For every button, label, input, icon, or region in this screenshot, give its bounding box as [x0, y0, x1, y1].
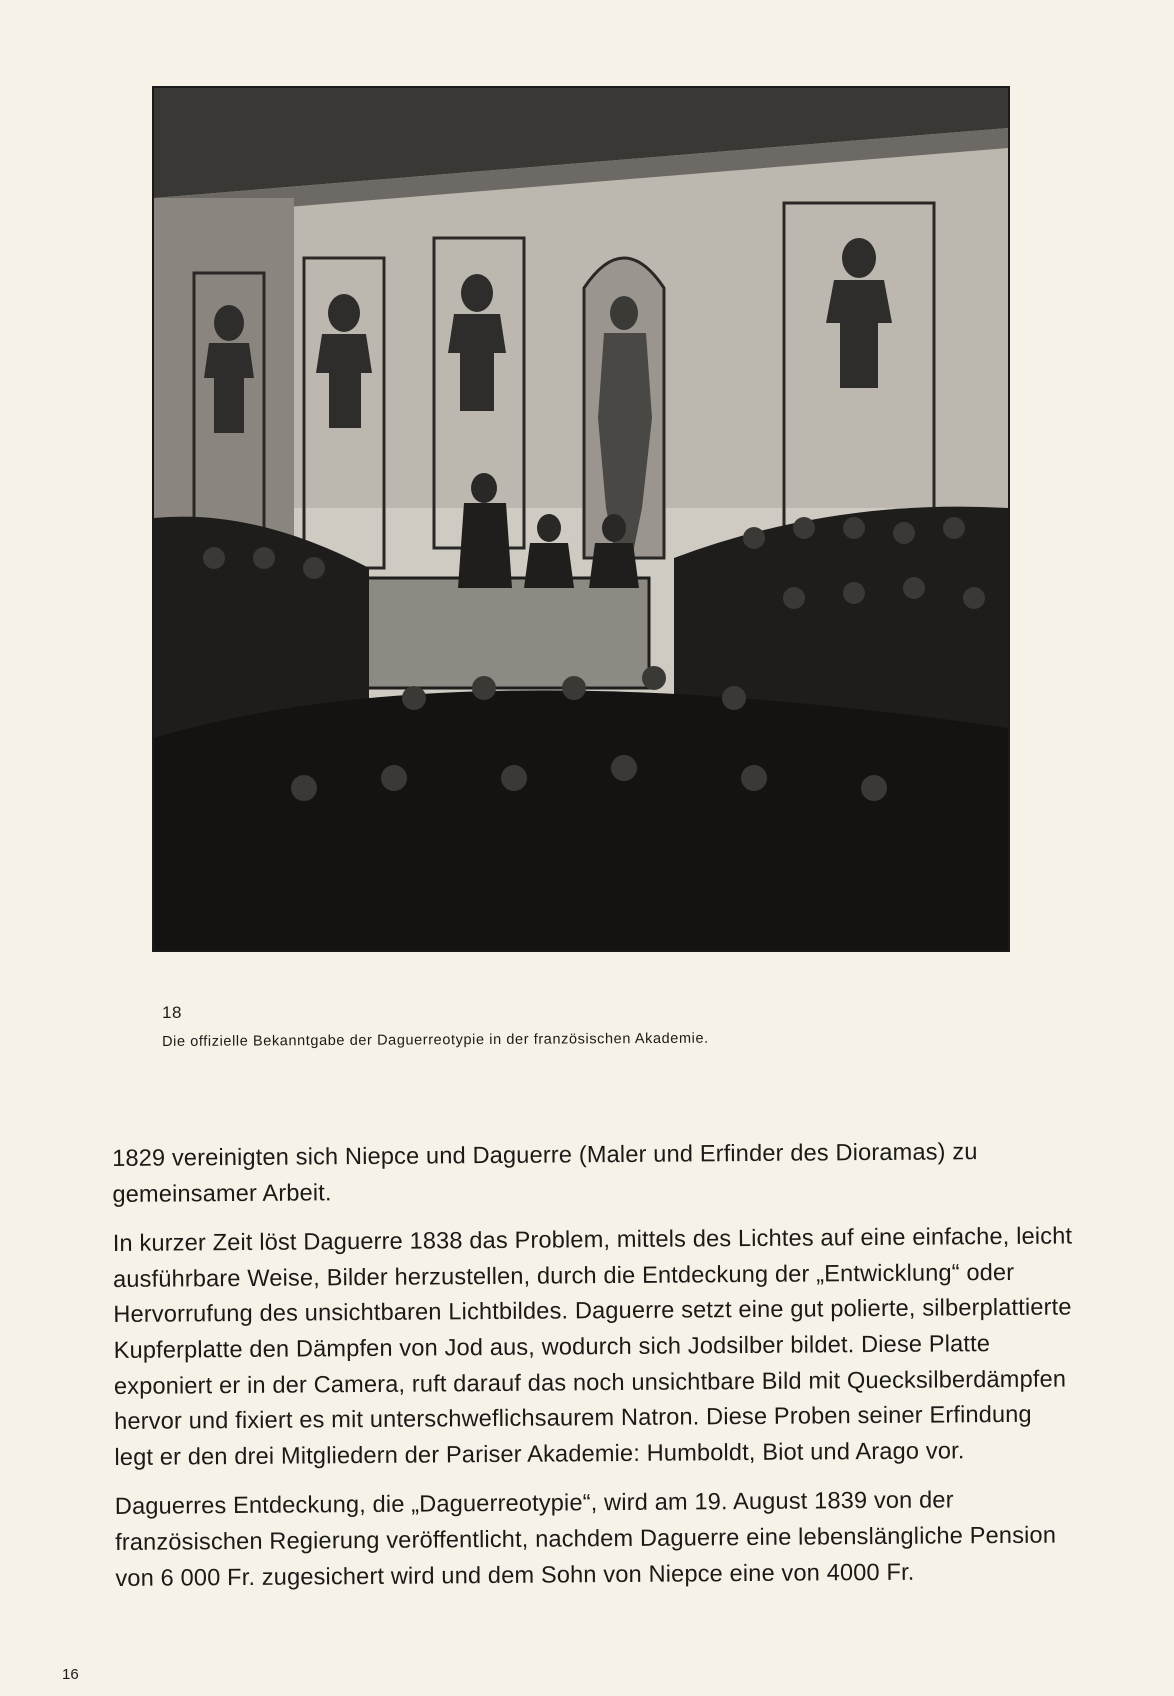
engraving-illustration [154, 88, 1008, 950]
body-text [112, 1134, 1076, 1611]
paragraph: 1829 vereinigten sich Niepce und Daguerre (Maler und Erfinder des Dioramas) zu gemeinsamer Arbeit. [112, 1139, 978, 1208]
paragraph: In kurzer Zeit löst Daguerre 1838 das Problem, mittels des Lichtes auf eine einfache, leicht ausführbare Weise, Bilder herzustellen, durch die Entdeckung der „Entwicklung“ oder Hervorrufung des unsichtbaren Lichtbildes. Daguerre setzt eine gut polierte, silberplattierte Kupferplatte den Dämpfen von Jod aus, wodurch sich Jodsilber bildet. Diese Platte exponiert er in der Camera, ruft darauf das noch unsichtbare Bild mit Quecksilberdämpfen hervor und fixiert es mit unterschweflichsaurem Natron. Diese Proben seiner Erfindung legt er den drei Mitgliedern der Pariser Akademie: Humboldt, Biot und Arago vor. [112, 1223, 1073, 1471]
academy-engraving-image [152, 86, 1010, 952]
figure-number: 18 [162, 1003, 182, 1022]
paragraph: Daguerres Entdeckung, die „Daguerreotypie“, wird am 19. August 1839 von der französischen Regierung veröffentlicht, nachdem Daguerre eine lebenslängliche Pension von 6 000 Fr. zugesichert wird und dem Sohn von Niepce eine von 4000 Fr. [114, 1487, 1057, 1592]
figure-caption: Die offizielle Bekanntgabe der Daguerreotypie in der französischen Akademie. [162, 1030, 709, 1050]
page-number: 16 [62, 1666, 79, 1683]
